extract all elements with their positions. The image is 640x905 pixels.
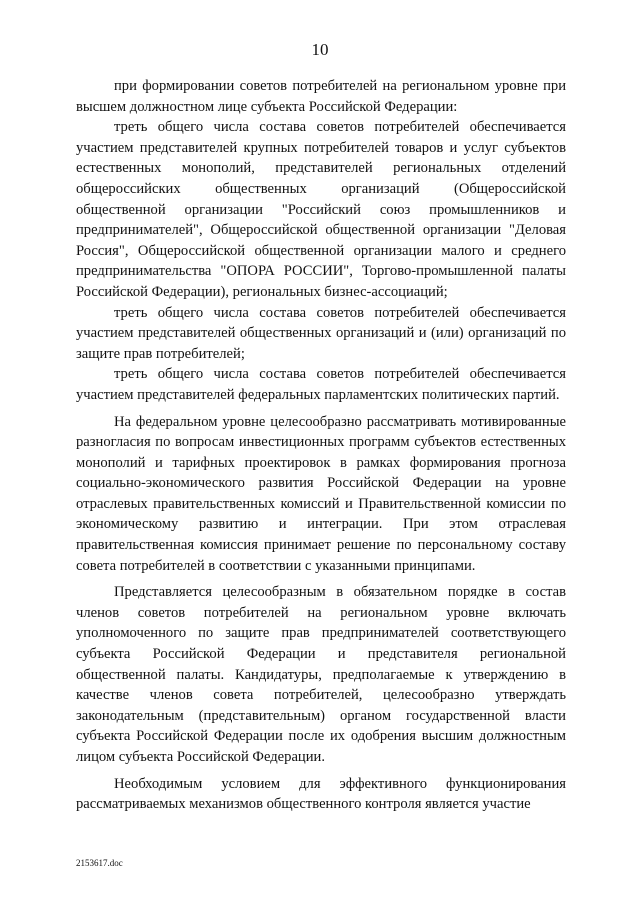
paragraph-2: треть общего числа состава советов потребителей обеспечивается участием представителей крупных потребителей товаров и услуг субъектов естественных монополий, представителей региональных отделений общероссийских общественных организаций (Общероссийской общественной организации "Российский союз промышленников и предпринимателей", Общероссийской общественной организации "Деловая Россия", Общероссийской общественной организации малого и среднего предпринимательства "ОПОРА РОССИИ", Торгово-промышленной палаты Российской Федерации), региональных бизнес-ассоциаций; <box>76 119 566 300</box>
paragraph-1: при формировании советов потребителей на региональном уровне при высшем должностном лице субъекта Российской Федерации: <box>76 78 566 115</box>
paragraph-4: треть общего числа состава советов потребителей обеспечивается участием представителей федеральных парламентских политических партий. <box>76 366 566 403</box>
page-number: 10 <box>311 40 329 59</box>
paragraph-7: Необходимым условием для эффективного функционирования рассматриваемых механизмов общественного контроля является участие <box>76 775 566 813</box>
paragraph-6: Представляется целесообразным в обязательном порядке в состав членов советов потребителей на региональном уровне включать уполномоченного по защите прав предпринимателей соответствующего субъекта Российской Федерации и представителя региональной общественной палаты. Кандидатуры, предполагаемые к утверждению в качестве членов совета потребителей, целесообразно утверждать законодательным (представительным) органом государственной власти субъекта Российской Федерации после их одобрения высшим должностным лицом субъекта Российской Федерации. <box>76 584 566 765</box>
paragraph-3: треть общего числа состава советов потребителей обеспечивается участием представителей общественных организаций и (или) организаций по защите прав потребителей; <box>76 304 566 362</box>
footer-doc-id: 2153617.doc <box>76 858 123 868</box>
document-body <box>76 76 566 815</box>
paragraph-5: На федеральном уровне целесообразно рассматривать мотивированные разногласия по вопросам инвестиционных программ субъектов естественных монополий и тарифных проектировок в рамках формирования прогноза социально-экономического развития Российской Федерации на уровне отраслевых правительственных комиссий и Правительственной комиссии по экономическому развитию и интеграции. При этом отраслевая правительственная комиссия принимает решение по персональному составу совета потребителей в соответствии с указанными принципами. <box>76 413 566 574</box>
